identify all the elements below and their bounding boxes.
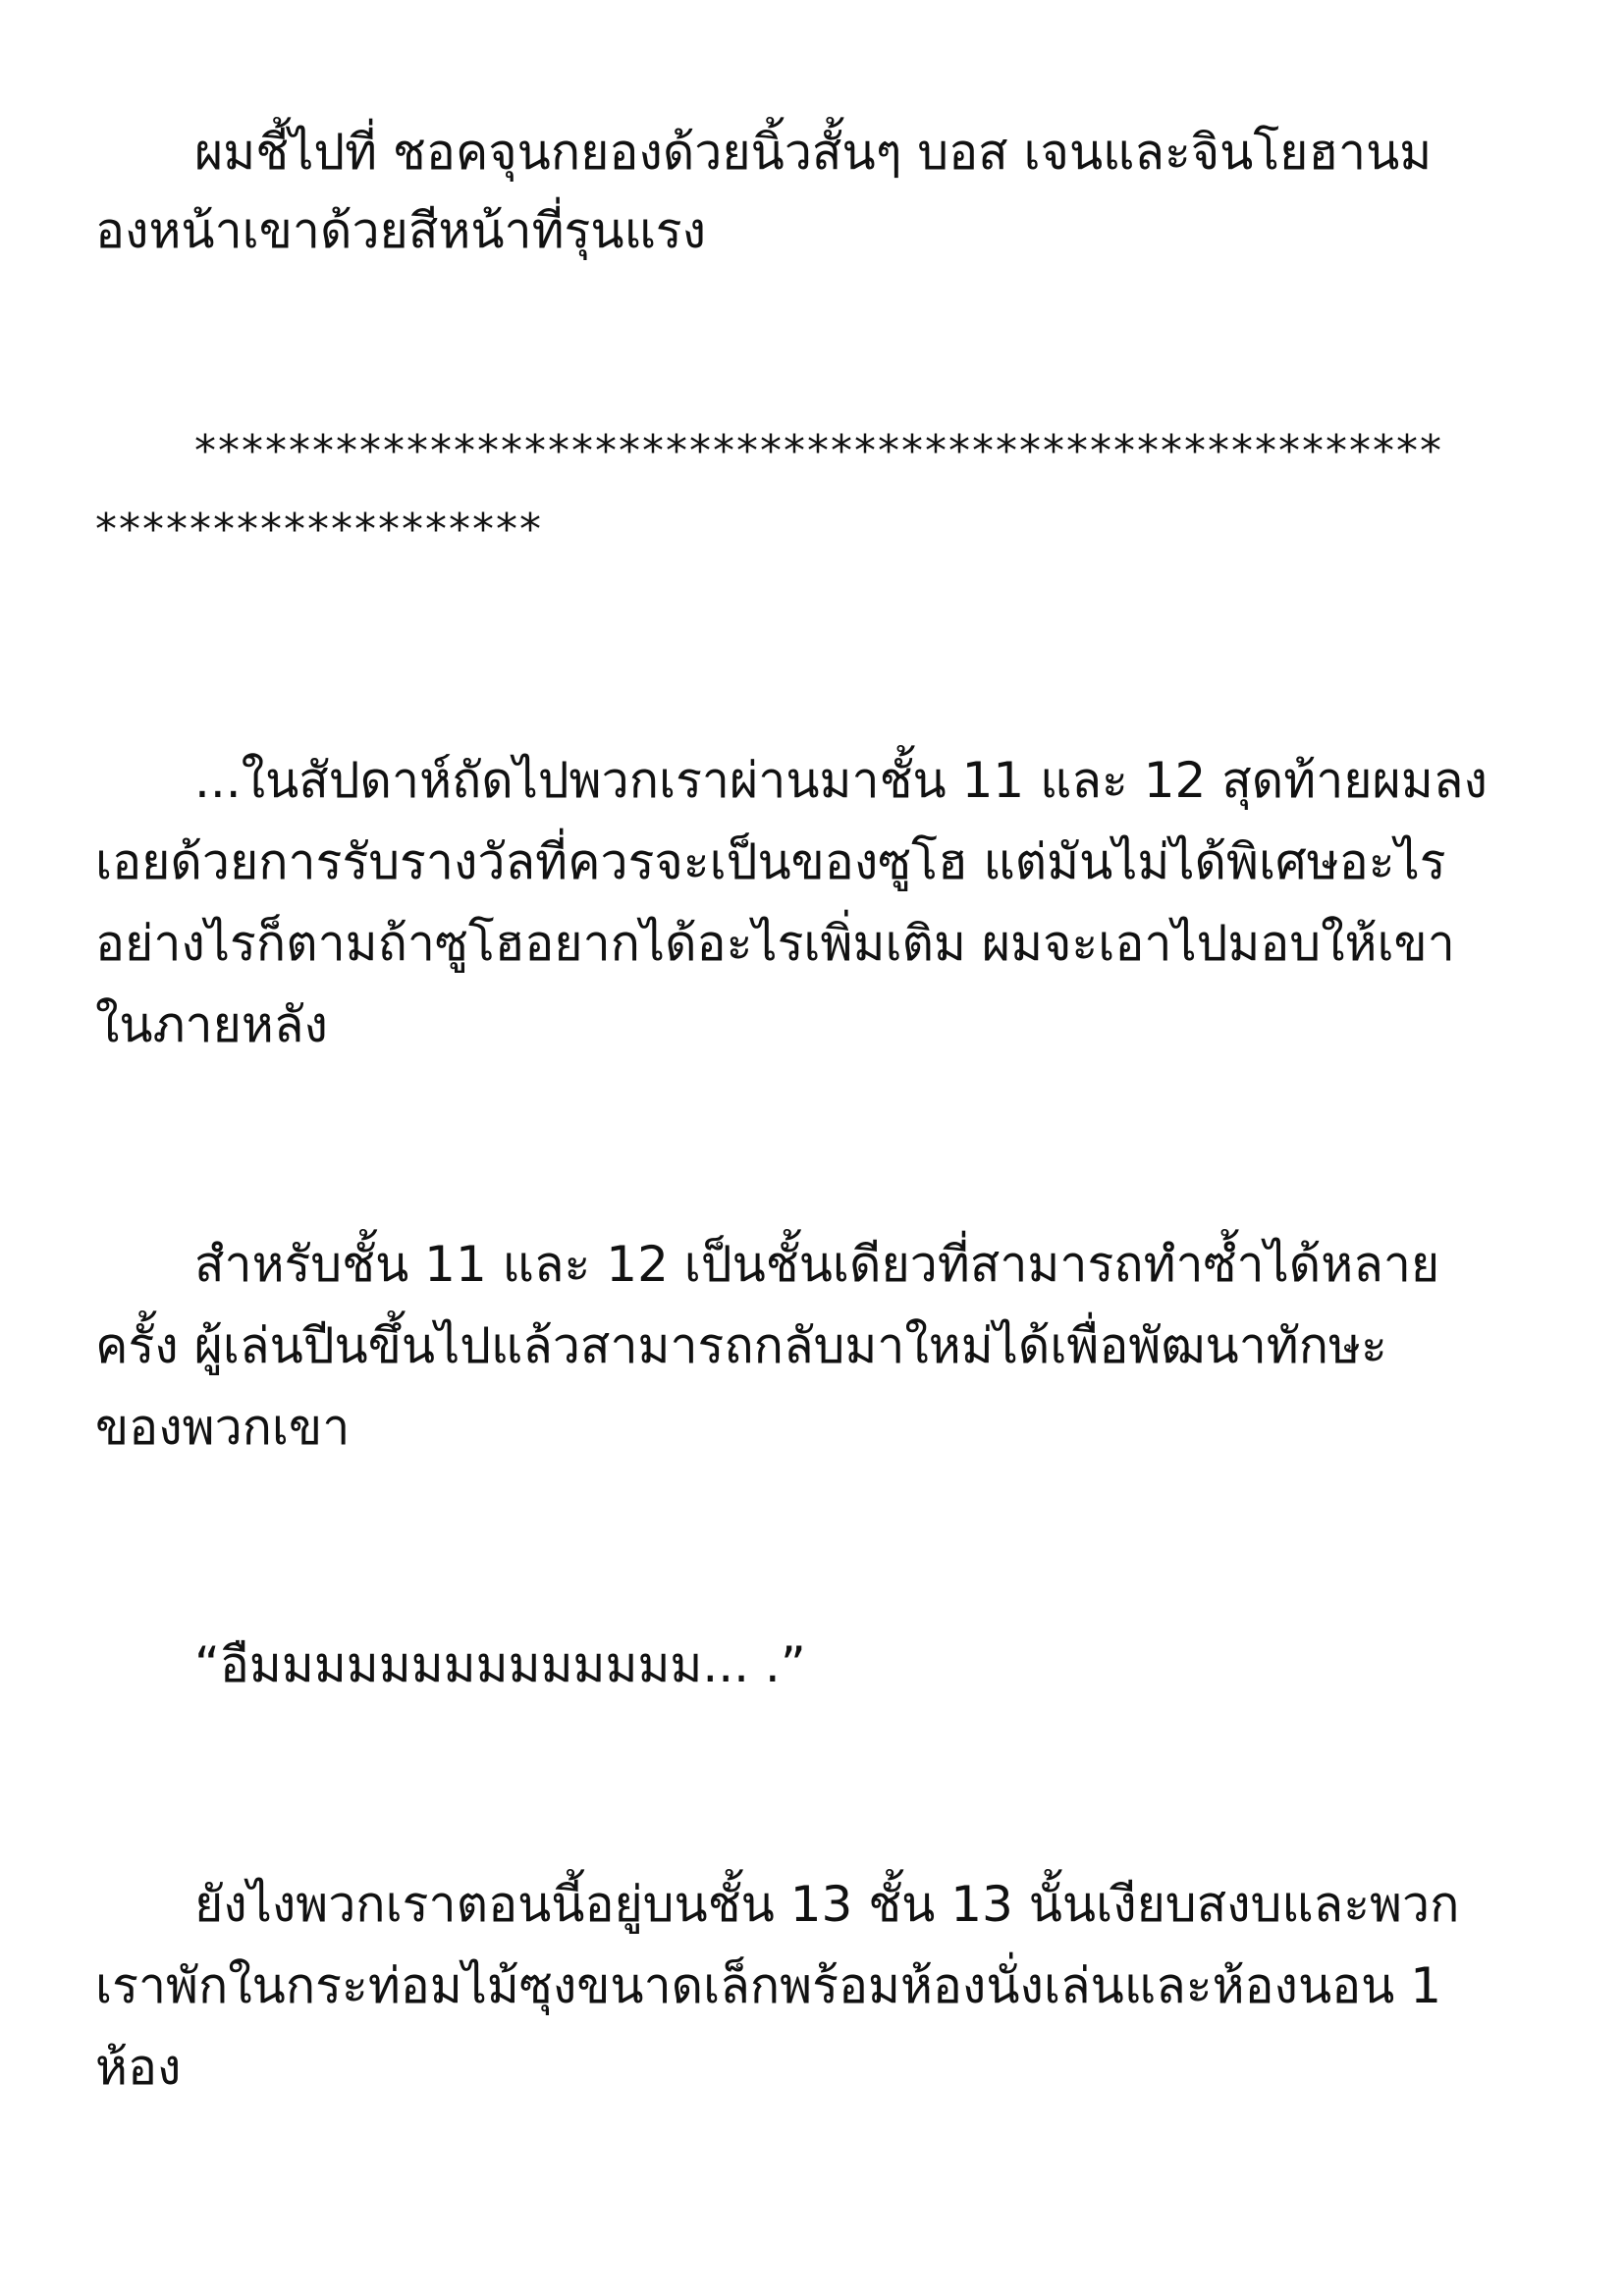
paragraph-3-line-3: อย่างไรก็ตามถ้าซูโฮอยากได้อะไรเพิ่มเติม ผมจะเอาไปมอบให้เขา: [95, 915, 1455, 972]
paragraph-6-line-3: ห้อง: [95, 2039, 182, 2096]
paragraph-3-line-2: เอยด้วยการรับรางวัลที่ควรจะเป็นของซูโฮ แต่มันไม่ได้พิเศษอะไร: [95, 833, 1446, 890]
paragraph-3-line-1: ...ในสัปดาห์ถัดไปพวกเราผ่านมาชั้น 11 และ 12 สุดท้ายผมลง: [194, 752, 1488, 809]
paragraph-1-line-2: องหน้าเขาด้วยสีหน้าที่รุนแรง: [95, 202, 707, 259]
separator-line-2: *******************: [95, 505, 543, 555]
separator-line-1: *****************************************************: [194, 426, 1443, 476]
paragraph-6-line-1: ยังไงพวกเราตอนนี้อยู่บนชั้น 13 ชั้น 13 นั้นเงียบสงบและพวก: [194, 1876, 1460, 1933]
dialogue-line: “อืมมมมมมมมมมมมมม... .”: [194, 1636, 806, 1693]
paragraph-4-line-1: สำหรับชั้น 11 และ 12 เป็นชั้นเดียวที่สามารถทำซ้ำได้หลาย: [194, 1236, 1440, 1293]
paragraph-6-line-2: เราพักในกระท่อมไม้ซุงขนาดเล็กพร้อมห้องนั่งเล่นและห้องนอน 1: [95, 1957, 1442, 2014]
paragraph-1-line-1: ผมชี้ไปที่ ชอคจุนกยองด้วยนิ้วสั้นๆ บอส เจนและจินโยฮานม: [194, 124, 1433, 181]
paragraph-3-line-4: ในภายหลัง: [95, 996, 328, 1053]
paragraph-4-line-2: ครั้ง ผู้เล่นปีนขึ้นไปแล้วสามารถกลับมาใหม่ได้เพื่อพัฒนาทักษะ: [95, 1317, 1387, 1374]
paragraph-4-line-3: ของพวกเขา: [95, 1399, 351, 1456]
